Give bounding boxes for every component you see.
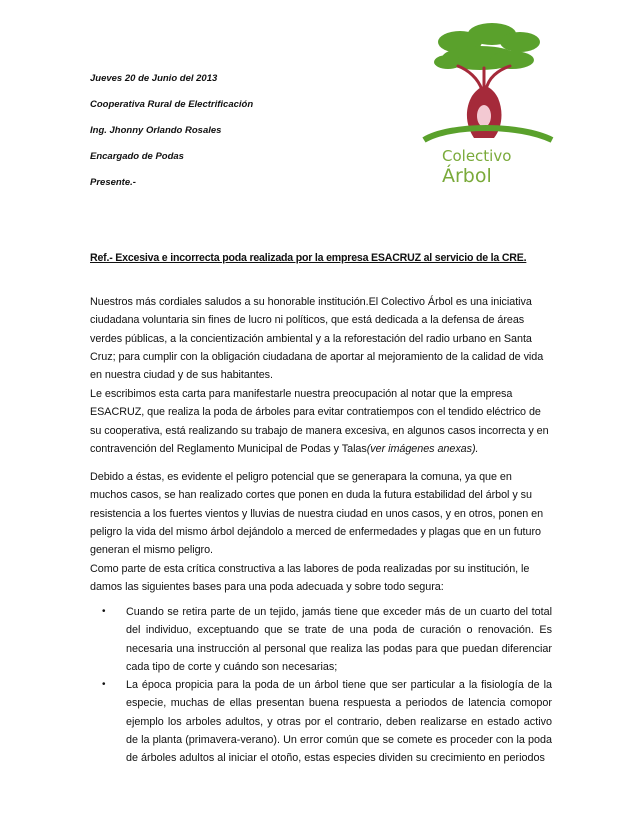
list-item-text: La época propicia para la poda de un árbol tiene que ser particular a la fisiología de la especie, muchas de ellas presentan buena respuesta a periodos de latencia comopor ejemplo los arboles adultos, y otras por el contrario, deben realizarse en estado activo de la planta (primavera-verano). Un error común que se comete es proceder con la poda de árboles adultos al iniciar el otoño, estas especies dividen su crecimiento en periodos [126,679,552,765]
bullet-marker: • [102,679,106,691]
paragraph-concern [90,385,552,458]
greeting: Presente.- [90,177,136,188]
colectivo-arbol-logo [420,20,560,190]
bullet-marker: • [102,606,106,617]
letter-date: Jueves 20 de Junio del 2013 [90,73,218,84]
recipient-name: Ing. Jhonny Orlando Rosales [90,125,222,136]
logo-text-arbol: Árbol [442,165,492,187]
paragraph-bases: Como parte de esta crítica constructiva a las labores de poda realizadas por su institución, le damos las siguientes bases para una poda adecuada y sobre todo segura: [90,563,530,594]
list-item-text: Cuando se retira parte de un tejido, jamás tiene que exceder más de un cuarto del total del individuo, exceptuando que se trate de una poda de curación o renovación. Es necesaria una instrucción al personal que realiza las podas para que puedan diferenciar cada tipo de corte y cuándo son necesarias; [126,606,552,673]
paragraph-intro: Nuestros más cordiales saludos a su honorable institución.El Colectivo Árbol es una iniciativa ciudadana voluntaria sin fines de lucro ni políticos, que está dedicada a la defensa de áreas verdes públicas, a la concientización ambiental y a la reforestación del radio urbano en Santa Cruz; para cumplir con la obligación ciudadana de aportar al mejoramiento de la calidad de vida en nuestra ciudad y de sus habitantes. [90,296,544,382]
paragraph-concern-italic: (ver imágenes anexas). [366,442,479,455]
bullet-list [90,603,552,768]
logo-text-colectivo: Colectivo [442,147,512,165]
list-item [90,676,552,767]
paragraph-danger: Debido a éstas, es evidente el peligro potencial que se generapara la comuna, ya que en muchos casos, se han realizado cortes que ponen en duda la futura estabilidad del árbol y su resistencia a los fuertes vientos y lluvias de nuestra ciudad en unos casos, y en otros, ponen en peligro la vida del mismo árbol dejándolo a merced de enfermedades y plagas que en un futuro generan el mismo peligro. [90,471,544,557]
recipient-role: Encargado de Podas [90,151,184,162]
reference-line: Ref.- Excesiva e incorrecta poda realizada por la empresa ESACRUZ al servicio de la CRE. [90,252,527,264]
paragraph-concern-text: Le escribimos esta carta para manifestarle nuestra preocupación al notar que la empresa ESACRUZ, que realiza la poda de árboles para evitar contratiempos con el tendido eléctrico de su cooperativa, está realizando su trabajo de manera excesiva, en algunos casos incorrecta y en contravención del Reglamento Municipal de Podas y Talas [90,388,549,455]
recipient-org: Cooperativa Rural de Electrificación [90,99,254,110]
list-item [90,603,552,676]
